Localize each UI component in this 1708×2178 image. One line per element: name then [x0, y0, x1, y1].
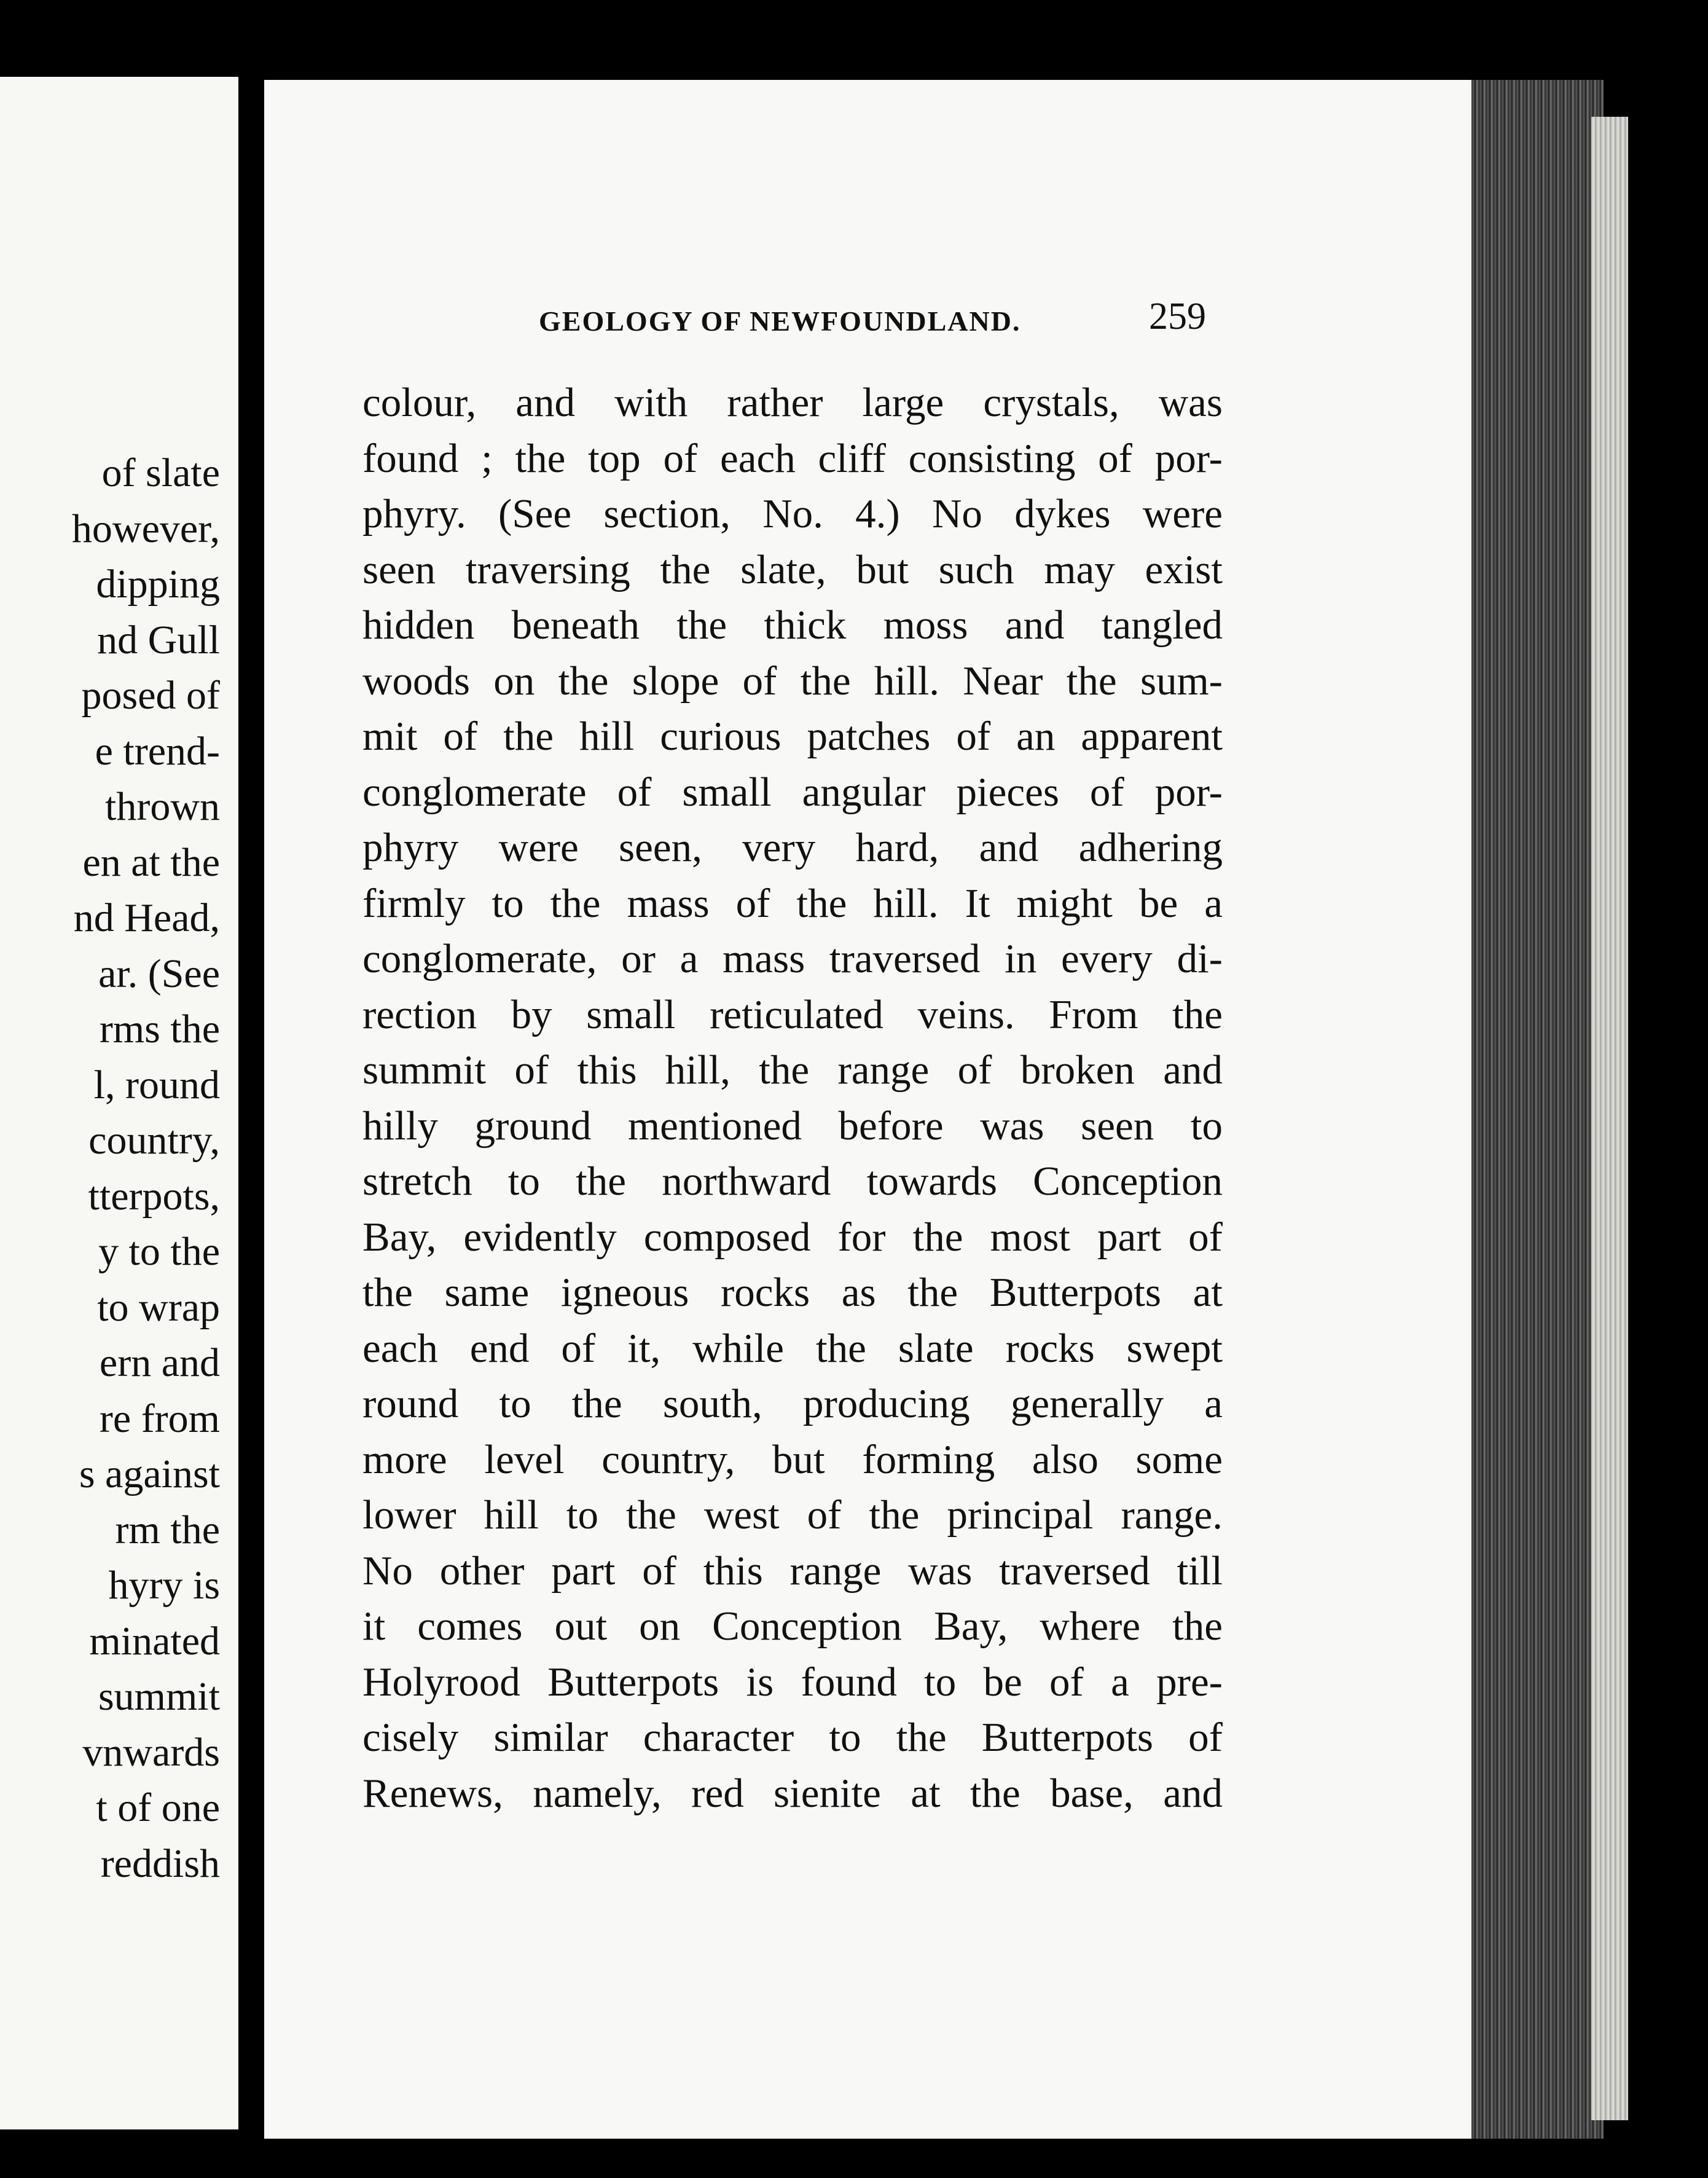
left-line: posed of — [81, 673, 220, 718]
book-gutter — [238, 77, 264, 2129]
text-line: round to the south, producing generally a — [362, 1381, 1223, 1426]
left-line: hyry is — [108, 1563, 220, 1608]
body-text — [362, 375, 1223, 1821]
left-line: however, — [71, 506, 220, 551]
left-line: minated — [89, 1618, 220, 1664]
text-line: Renews, namely, red sienite at the base, and — [362, 1770, 1223, 1816]
left-line: l, round — [93, 1062, 220, 1107]
text-line: phyry. (See section, No. 4.) No dykes were — [362, 491, 1223, 537]
left-line: rms the — [99, 1007, 220, 1052]
text-line: cisely similar character to the Butterpots of — [362, 1715, 1223, 1760]
left-line: nd Gull — [97, 617, 220, 662]
text-line: found ; the top of each cliff consisting of por- — [362, 435, 1223, 481]
text-line: summit of this hill, the range of broken and — [362, 1047, 1223, 1093]
text-line: Holyrood Butterpots is found to be of a pre- — [362, 1659, 1223, 1705]
text-line: it comes out on Conception Bay, where the — [362, 1603, 1223, 1649]
left-line: ern and — [99, 1340, 220, 1385]
left-line: e trend- — [95, 728, 220, 774]
left-line: summit — [98, 1674, 220, 1719]
running-head — [264, 295, 1475, 344]
left-line: dipping — [96, 562, 220, 607]
page-number: 259 — [1149, 296, 1206, 337]
left-line: to wrap — [97, 1284, 220, 1330]
text-line: mit of the hill curious patches of an apparent — [362, 714, 1223, 759]
left-line: nd Head, — [73, 895, 220, 940]
running-head-title: GEOLOGY OF NEWFOUNDLAND. — [539, 305, 1021, 337]
text-line: seen traversing the slate, but such may exist — [362, 546, 1223, 592]
text-line: colour, and with rather large crystals, was — [362, 380, 1223, 425]
left-line: vnwards — [82, 1729, 220, 1775]
left-line: t of one — [96, 1785, 220, 1830]
text-line: rection by small reticulated veins. From the — [362, 991, 1223, 1037]
text-line: lower hill to the west of the principal range. — [362, 1492, 1223, 1538]
text-line: the same igneous rocks as the Butterpots at — [362, 1270, 1223, 1315]
text-line: woods on the slope of the hill. Near the sum- — [362, 658, 1223, 704]
left-line: re from — [99, 1396, 220, 1441]
left-line: thrown — [105, 784, 220, 829]
text-line: more level country, but forming also some — [362, 1436, 1223, 1482]
left-line: of slate — [101, 450, 220, 495]
text-line: conglomerate, or a mass traversed in every di- — [362, 936, 1223, 981]
text-line: hilly ground mentioned before was seen to — [362, 1103, 1223, 1149]
text-line: No other part of this range was traversed till — [362, 1547, 1223, 1594]
text-line: hidden beneath the thick moss and tangled — [362, 602, 1223, 648]
left-page — [0, 77, 238, 2129]
left-line: reddish — [100, 1841, 220, 1886]
left-line: y to the — [98, 1229, 220, 1274]
left-page-text — [72, 446, 220, 1892]
left-line: ar. (See — [98, 951, 220, 996]
text-line: phyry were seen, very hard, and adhering — [362, 825, 1223, 870]
left-line: country, — [88, 1118, 220, 1163]
left-line: en at the — [82, 839, 220, 885]
left-line: tterpots, — [88, 1173, 220, 1219]
page-edges-highlight — [1591, 117, 1628, 2120]
text-line: Bay, evidently composed for the most part of — [362, 1214, 1223, 1260]
text-line: stretch to the northward towards Conception — [362, 1158, 1223, 1204]
text-line: firmly to the mass of the hill. It might be a — [362, 880, 1223, 926]
text-line: conglomerate of small angular pieces of por- — [362, 769, 1223, 815]
text-line: each end of it, while the slate rocks swept — [362, 1325, 1223, 1371]
left-line: s against — [79, 1452, 220, 1496]
left-line: rm the — [115, 1507, 220, 1552]
page-edges — [1471, 80, 1604, 2139]
